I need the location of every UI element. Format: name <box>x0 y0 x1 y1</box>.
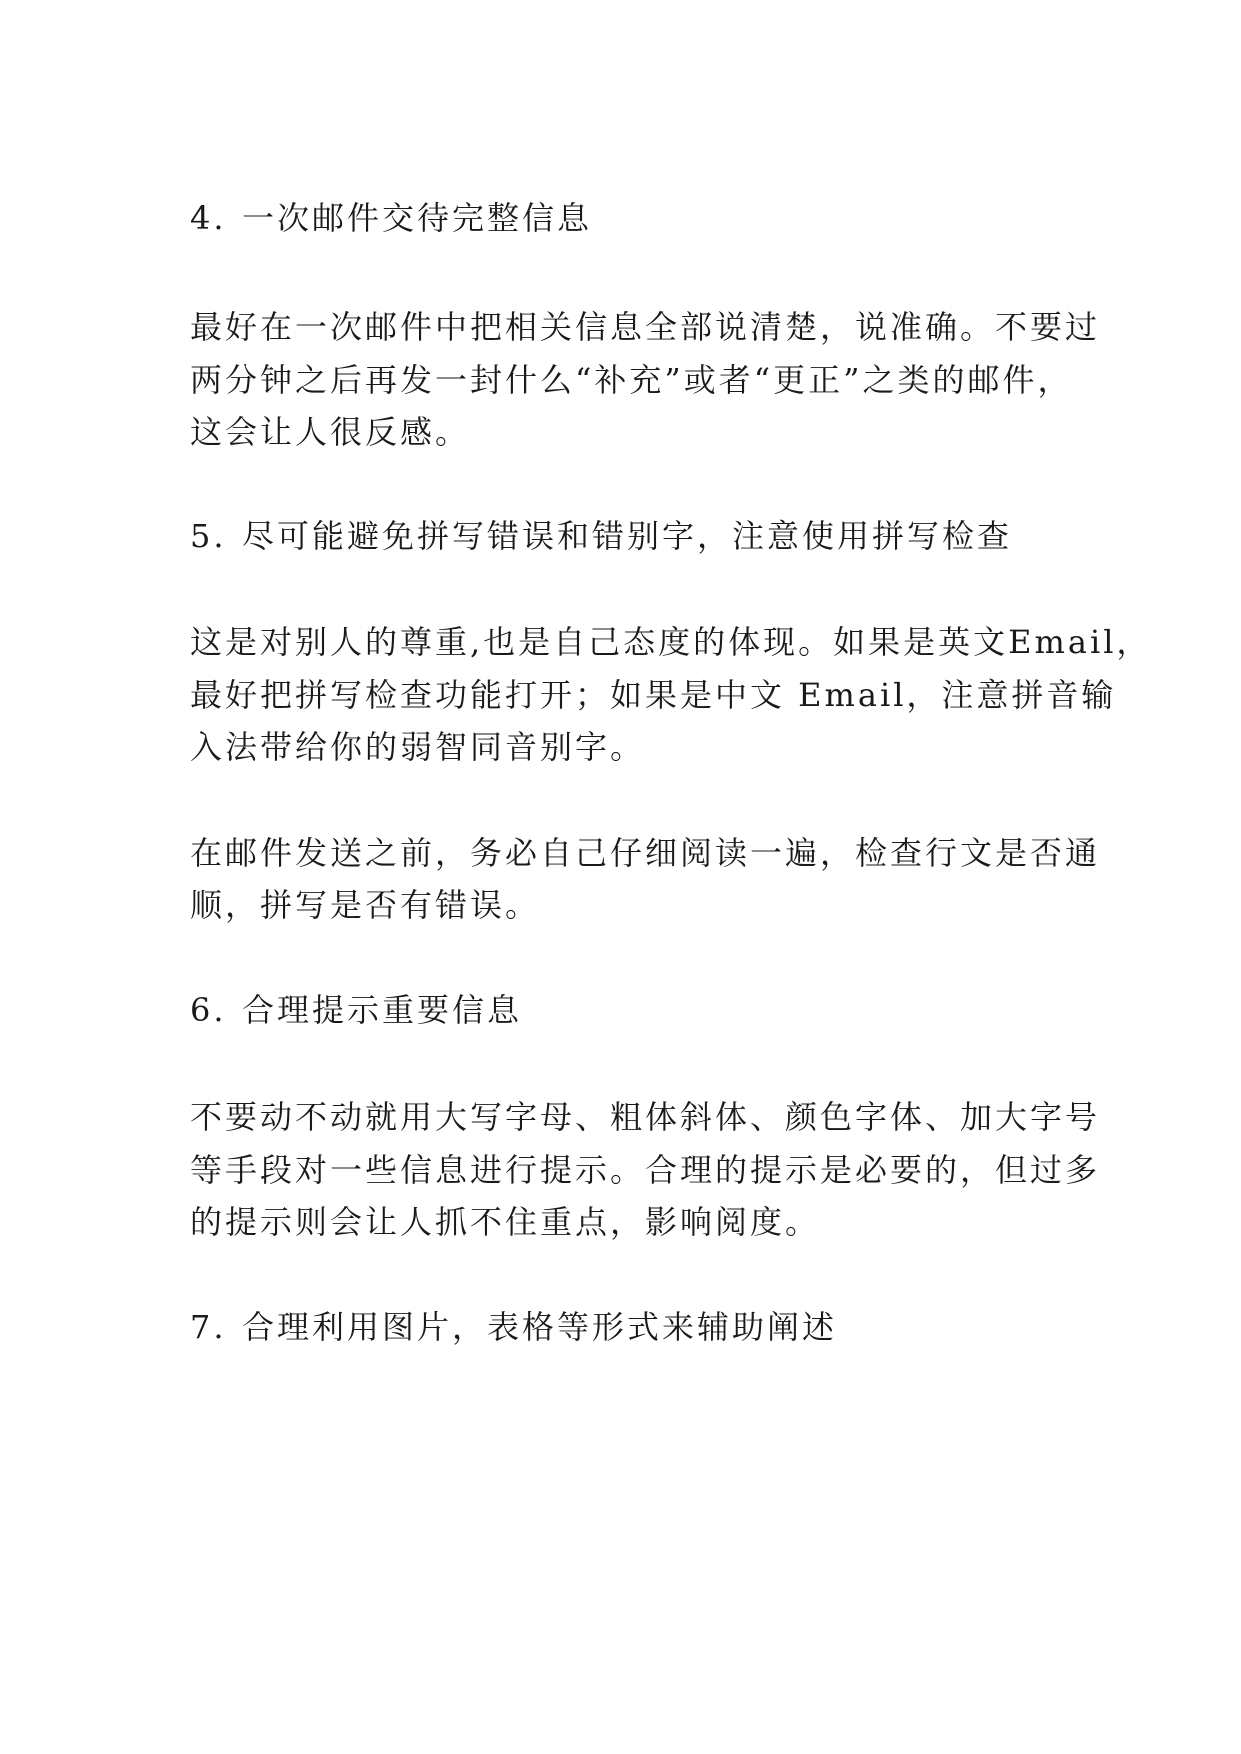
paragraph-line: 最好把拼写检查功能打开；如果是中文 Email，注意拼音输 <box>190 676 1117 714</box>
section-number: 5. <box>190 517 227 555</box>
paragraph-line: 这是对别人的尊重,也是自己态度的体现。如果是英文Email， <box>190 623 1152 661</box>
paragraph-line: 等手段对一些信息进行提示。合理的提示是必要的，但过多 <box>190 1151 1101 1189</box>
section-number: 6. <box>190 991 227 1029</box>
section-number: 7. <box>190 1308 227 1346</box>
section-heading <box>190 516 1070 556</box>
paragraph-line: 的提示则会让人抓不住重点，影响阅度。 <box>190 1203 821 1241</box>
section-title: 合理利用图片，表格等形式来辅助阐述 <box>242 1308 838 1346</box>
paragraph-line: 这会让人很反感。 <box>190 413 471 451</box>
section-heading <box>190 198 1070 238</box>
section-title: 尽可能避免拼写错误和错别字，注意使用拼写检查 <box>242 517 1013 555</box>
section-title: 合理提示重要信息 <box>242 991 523 1029</box>
section-heading <box>190 1307 1070 1347</box>
paragraph-line: 在邮件发送之前，务必自己仔细阅读一遍，检查行文是否通 <box>190 834 1101 872</box>
paragraph-line: 不要动不动就用大写字母、粗体斜体、颜色字体、加大字号 <box>190 1098 1101 1136</box>
paragraph-line: 入法带给你的弱智同音别字。 <box>190 728 646 766</box>
section-number: 4. <box>190 199 227 237</box>
section-heading <box>190 990 1070 1030</box>
section-title: 一次邮件交待完整信息 <box>242 199 593 237</box>
paragraph-line: 顺，拼写是否有错误。 <box>190 886 541 924</box>
paragraph-line: 两分钟之后再发一封什么“补充”或者“更正”之类的邮件， <box>190 361 1073 399</box>
paragraph-line: 最好在一次邮件中把相关信息全部说清楚，说准确。不要过 <box>190 308 1101 346</box>
